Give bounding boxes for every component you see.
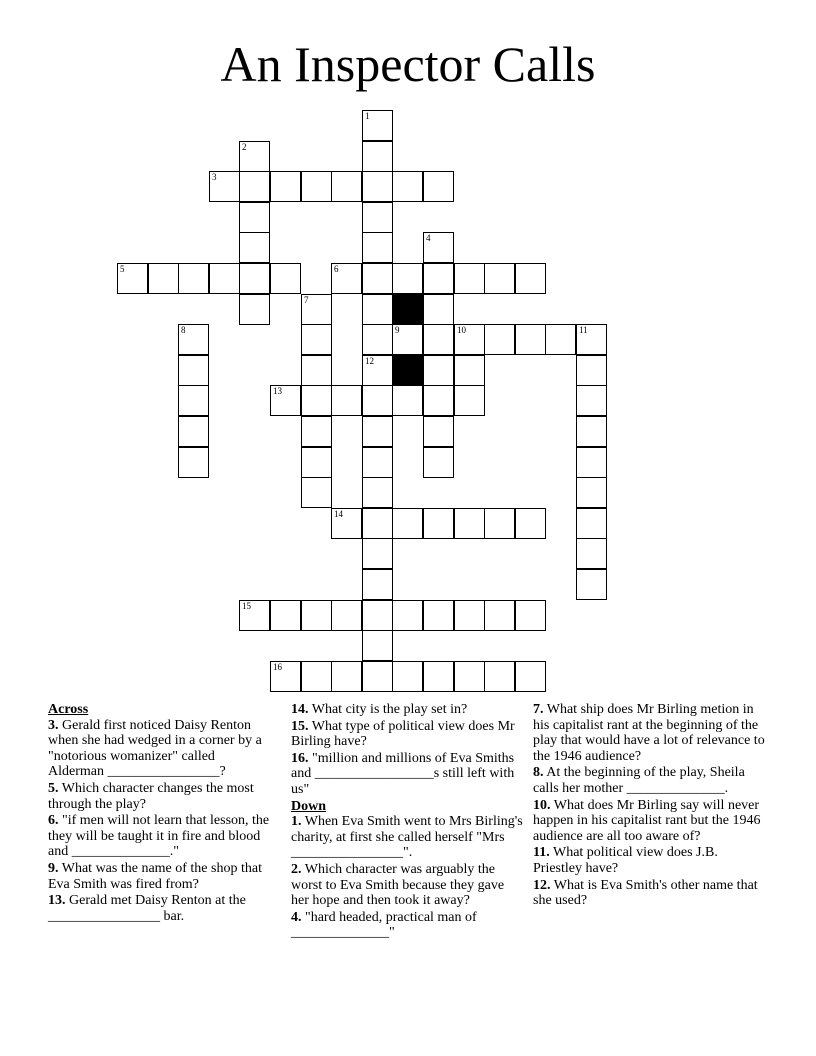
crossword-cell[interactable] [515, 263, 546, 294]
crossword-cell[interactable] [423, 355, 454, 386]
page-title: An Inspector Calls [220, 36, 596, 92]
clue-number: 11. [533, 845, 550, 861]
clue-number: 5. [48, 780, 59, 796]
clue-text: What is Eva Smith's other name that she used? [533, 877, 758, 909]
crossword-cell[interactable] [301, 385, 332, 416]
clue-number: 9. [48, 860, 59, 876]
crossword-cell[interactable] [576, 447, 607, 478]
cell-number: 5 [120, 264, 125, 274]
clue-across-15 [291, 719, 523, 750]
clue-down-1 [291, 814, 523, 861]
crossword-cell[interactable] [454, 324, 485, 355]
crossword-cell[interactable] [117, 263, 148, 294]
crossword-cell[interactable] [423, 263, 454, 294]
clue-number: 8. [533, 765, 544, 781]
clue-number: 14. [291, 702, 309, 717]
clue-down-10 [533, 798, 769, 845]
crossword-cell[interactable] [331, 661, 362, 692]
crossword-cell[interactable] [178, 263, 209, 294]
crossword-cell[interactable] [454, 263, 485, 294]
clue-down-2 [291, 862, 523, 909]
clue-number: 2. [291, 861, 302, 877]
clue-down-12 [533, 878, 769, 909]
crossword-cell[interactable] [392, 324, 423, 355]
crossword-cell[interactable] [331, 171, 362, 202]
clue-text: What ship does Mr Birling metion in his capitalist rant at the beginning of the play that would have a lot of relevance to the 1946 audience? [533, 702, 765, 764]
crossword-cell[interactable] [515, 508, 546, 539]
crossword-cell[interactable] [362, 324, 393, 355]
clue-number: 7. [533, 702, 544, 717]
clue-text: Gerald first noticed Daisy Renton when she had wedged in a corner by a "notorious womanizer" called Alderman ________________? [48, 717, 262, 780]
crossword-cell[interactable] [148, 263, 179, 294]
cell-number: 14 [334, 509, 343, 519]
black-square [392, 355, 423, 386]
cell-number: 13 [273, 386, 282, 396]
clue-text: "if men will not learn that lesson, the they will be taught it in fire and blood and ______________." [48, 813, 270, 860]
crossword-cell[interactable] [239, 171, 270, 202]
crossword-cell[interactable] [576, 538, 607, 569]
cell-number: 16 [273, 662, 282, 672]
crossword-cell[interactable] [484, 661, 515, 692]
clue-number: 12. [533, 877, 551, 893]
crossword-cell[interactable] [362, 538, 393, 569]
crossword-cell[interactable] [392, 385, 423, 416]
clue-text: What does Mr Birling say will never happen in his capitalist rant but the 1946 audience are all too aware of? [533, 797, 761, 844]
crossword-cell[interactable] [454, 385, 485, 416]
clue-column-1 [48, 702, 272, 925]
crossword-cell[interactable] [301, 171, 332, 202]
crossword-cell[interactable] [484, 324, 515, 355]
crossword-cell[interactable] [270, 263, 301, 294]
clue-text: What city is the play set in? [308, 702, 468, 717]
crossword-cell[interactable] [331, 600, 362, 631]
clue-number: 16. [291, 750, 309, 766]
cell-number: 9 [395, 325, 400, 335]
crossword-cell[interactable] [515, 600, 546, 631]
crossword-cell[interactable] [362, 630, 393, 661]
across-heading: Across [48, 702, 89, 717]
clue-across-14 [291, 702, 523, 718]
crossword-cell[interactable] [392, 600, 423, 631]
crossword-cell[interactable] [362, 385, 393, 416]
crossword-cell[interactable] [423, 447, 454, 478]
crossword-cell[interactable] [423, 508, 454, 539]
crossword-cell[interactable] [423, 324, 454, 355]
clue-across-16 [291, 751, 523, 798]
clue-number: 10. [533, 797, 551, 813]
clue-column-3 [533, 702, 769, 910]
crossword-cell[interactable] [239, 600, 270, 631]
crossword-cell[interactable] [392, 508, 423, 539]
crossword-cell[interactable] [178, 324, 209, 355]
crossword-cell[interactable] [423, 232, 454, 263]
clue-across-13 [48, 893, 272, 924]
crossword-cell[interactable] [362, 202, 393, 233]
cell-number: 4 [426, 233, 431, 243]
clue-text: Gerald met Daisy Renton at the ________________ bar. [48, 893, 246, 924]
crossword-cell[interactable] [178, 385, 209, 416]
crossword-cell[interactable] [484, 508, 515, 539]
crossword-cell[interactable] [362, 355, 393, 386]
crossword-cell[interactable] [392, 661, 423, 692]
crossword-cell[interactable] [362, 263, 393, 294]
crossword-cell[interactable] [239, 202, 270, 233]
crossword-cell[interactable] [331, 385, 362, 416]
clue-text: What type of political view does Mr Birling have? [291, 718, 515, 750]
crossword-cell[interactable] [392, 171, 423, 202]
cell-number: 6 [334, 264, 339, 274]
clue-number: 4. [291, 909, 302, 925]
crossword-cell[interactable] [301, 355, 332, 386]
clue-number: 1. [291, 814, 302, 830]
crossword-cell[interactable] [178, 355, 209, 386]
crossword-cell[interactable] [362, 110, 393, 141]
clue-text: What was the name of the shop that Eva Smith was fired from? [48, 860, 262, 892]
crossword-cell[interactable] [209, 263, 240, 294]
clue-text: When Eva Smith went to Mrs Birling's charity, at first she called herself "Mrs ________________". [291, 814, 523, 861]
crossword-cell[interactable] [423, 661, 454, 692]
crossword-cell[interactable] [301, 600, 332, 631]
clue-number: 3. [48, 717, 59, 733]
clue-text: At the beginning of the play, Sheila calls her mother ______________. [533, 765, 745, 796]
crossword-cell[interactable] [362, 171, 393, 202]
crossword-cell[interactable] [576, 324, 607, 355]
crossword-cell[interactable] [515, 661, 546, 692]
crossword-cell[interactable] [362, 508, 393, 539]
crossword-cell[interactable] [301, 294, 332, 325]
crossword-cell[interactable] [576, 477, 607, 508]
crossword-cell[interactable] [423, 416, 454, 447]
crossword-cell[interactable] [270, 661, 301, 692]
cell-number: 10 [457, 325, 466, 335]
crossword-cell[interactable] [301, 477, 332, 508]
cell-number: 2 [242, 142, 247, 152]
crossword-cell[interactable] [362, 232, 393, 263]
crossword-cell[interactable] [209, 171, 240, 202]
crossword-cell[interactable] [362, 141, 393, 172]
clue-text: Which character changes the most through the play? [48, 780, 254, 812]
crossword-cell[interactable] [362, 569, 393, 600]
crossword-cell[interactable] [301, 324, 332, 355]
cell-number: 8 [181, 325, 186, 335]
crossword-cell[interactable] [178, 447, 209, 478]
crossword-cell[interactable] [484, 263, 515, 294]
clue-down-4 [291, 910, 523, 941]
crossword-cell[interactable] [423, 294, 454, 325]
crossword-cell[interactable] [270, 171, 301, 202]
crossword-cell[interactable] [301, 661, 332, 692]
crossword-cell[interactable] [331, 508, 362, 539]
crossword-cell[interactable] [576, 416, 607, 447]
crossword-cell[interactable] [484, 600, 515, 631]
crossword-cell[interactable] [362, 661, 393, 692]
clue-down-8 [533, 765, 769, 796]
clue-across-6 [48, 813, 272, 860]
crossword-cell[interactable] [362, 447, 393, 478]
crossword-cell[interactable] [270, 385, 301, 416]
crossword-cell[interactable] [362, 600, 393, 631]
crossword-cell[interactable] [454, 600, 485, 631]
crossword-cell[interactable] [239, 263, 270, 294]
crossword-cell[interactable] [239, 141, 270, 172]
crossword-cell[interactable] [239, 232, 270, 263]
cell-number: 7 [304, 295, 309, 305]
clue-number: 13. [48, 893, 66, 909]
clue-text: Which character was arguably the worst to Eva Smith because they gave her hope and then took it away? [291, 861, 505, 909]
clue-text: What political view does J.B. Priestley have? [533, 845, 718, 876]
clue-text: "hard headed, practical man of ______________" [291, 909, 477, 941]
crossword-cell[interactable] [301, 416, 332, 447]
clue-text: "million and millions of Eva Smiths and _________________s still left with us" [291, 750, 515, 797]
crossword-cell[interactable] [576, 385, 607, 416]
crossword-cell[interactable] [515, 324, 546, 355]
crossword-cell[interactable] [392, 263, 423, 294]
clue-across-9 [48, 861, 272, 892]
crossword-cell[interactable] [331, 263, 362, 294]
crossword-cell[interactable] [576, 355, 607, 386]
crossword-cell[interactable] [454, 355, 485, 386]
crossword-cell[interactable] [362, 477, 393, 508]
clue-down-11 [533, 845, 769, 876]
clue-across-5 [48, 781, 272, 812]
crossword-cell[interactable] [423, 385, 454, 416]
crossword-cell[interactable] [362, 416, 393, 447]
cell-number: 1 [365, 111, 370, 121]
crossword-cell[interactable] [576, 569, 607, 600]
crossword-cell[interactable] [454, 508, 485, 539]
crossword-cell[interactable] [423, 171, 454, 202]
cell-number: 15 [242, 601, 251, 611]
down-heading: Down [291, 798, 327, 814]
crossword-cell[interactable] [545, 324, 576, 355]
clue-down-7 [533, 702, 769, 764]
clue-across-3 [48, 718, 272, 780]
crossword-cell[interactable] [270, 600, 301, 631]
black-square [392, 294, 423, 325]
clue-number: 15. [291, 718, 309, 734]
crossword-cell[interactable] [576, 508, 607, 539]
cell-number: 3 [212, 172, 217, 182]
crossword-cell[interactable] [178, 416, 209, 447]
cell-number: 12 [365, 356, 374, 366]
crossword-cell[interactable] [454, 661, 485, 692]
clue-number: 6. [48, 813, 59, 829]
crossword-cell[interactable] [239, 294, 270, 325]
crossword-cell[interactable] [362, 294, 393, 325]
crossword-cell[interactable] [423, 600, 454, 631]
clue-column-2 [291, 702, 523, 942]
cell-number: 11 [579, 325, 588, 335]
crossword-cell[interactable] [301, 447, 332, 478]
